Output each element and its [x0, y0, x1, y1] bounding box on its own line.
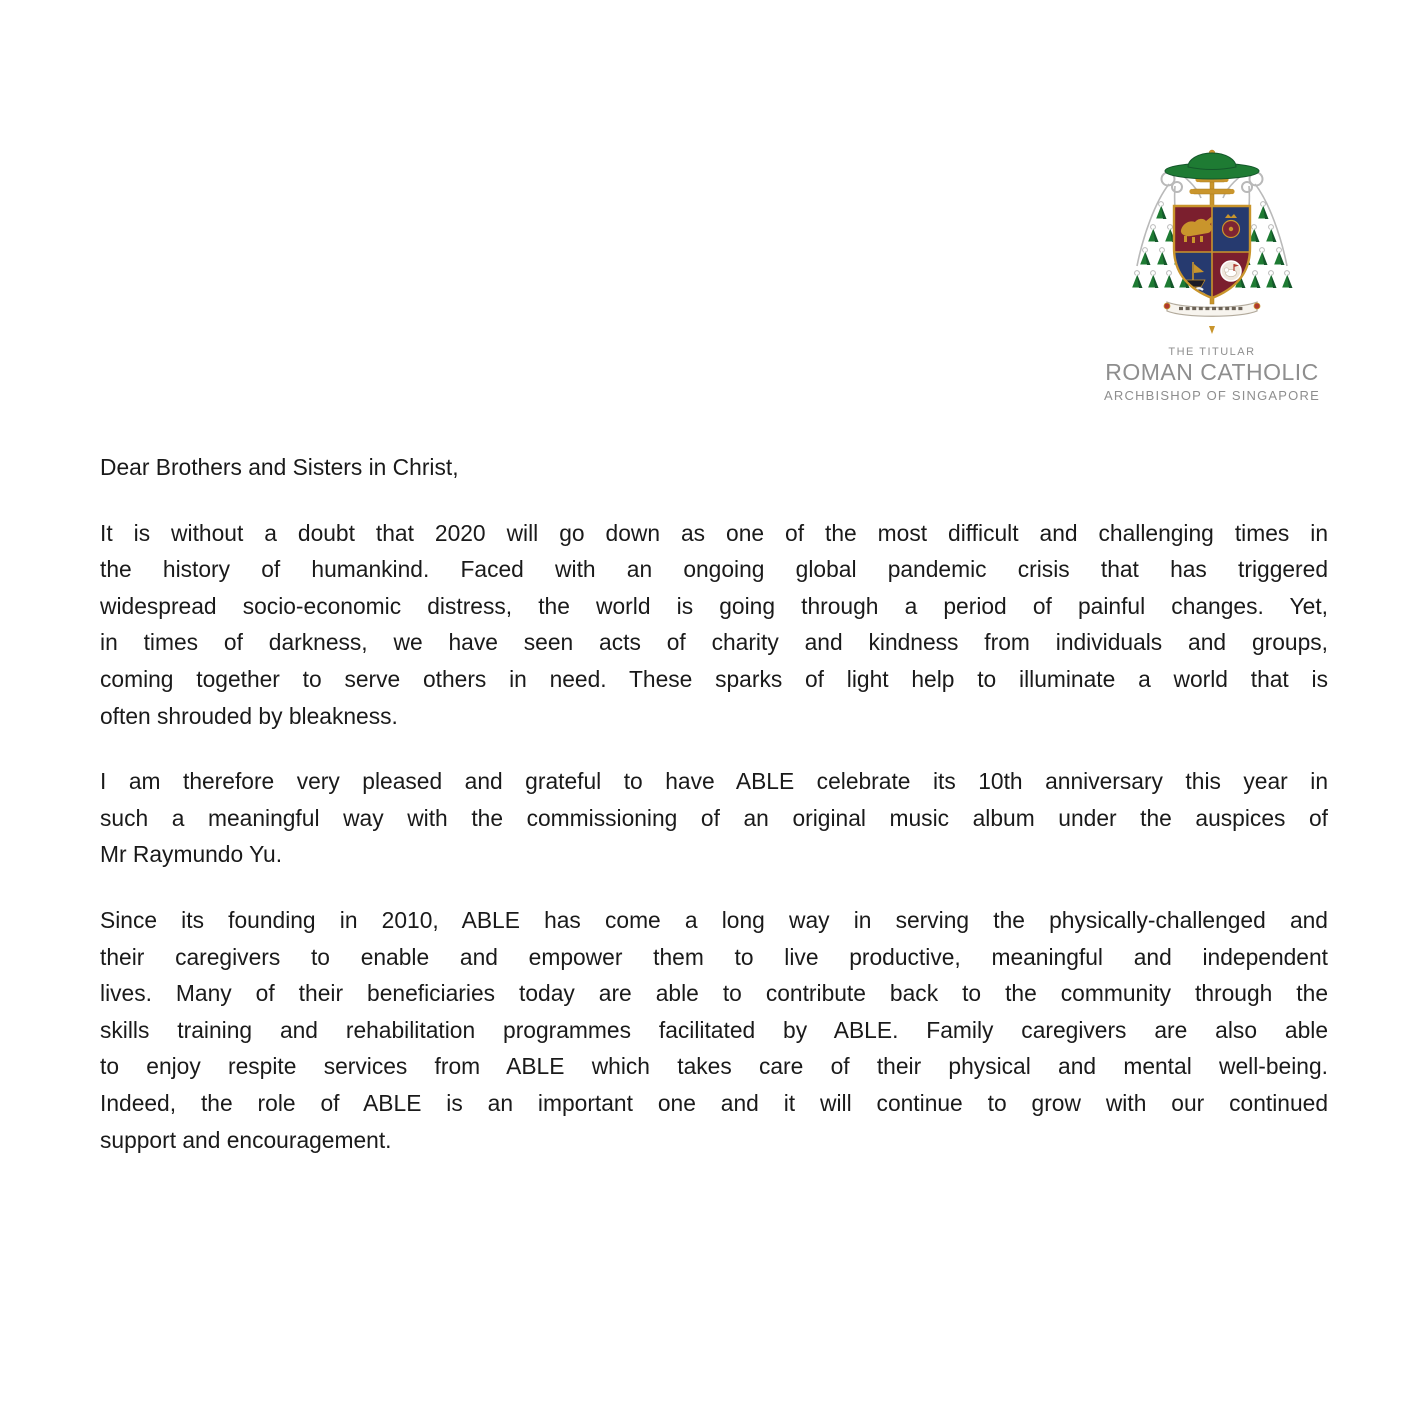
paragraph-line: their caregivers to enable and empower them to live productive, meaningful and independent: [100, 943, 1328, 970]
letter-body: [100, 449, 1328, 1187]
paragraph-line: often shrouded by bleakness.: [100, 702, 398, 729]
logo-caption-roman-catholic: ROMAN CATHOLIC: [1105, 359, 1319, 385]
logo-caption-archbishop: ARCHBISHOP OF SINGAPORE: [1104, 388, 1320, 403]
paragraph-line: support and encouragement.: [100, 1126, 392, 1153]
logo-caption-titular: THE TITULAR: [1168, 346, 1256, 358]
paragraph: [100, 902, 1328, 1158]
paragraph-line: widespread socio-economic distress, the world is going through a period of painful changes. Yet,: [100, 592, 1328, 619]
salutation: Dear Brothers and Sisters in Christ,: [100, 454, 459, 480]
archdiocese-logo: [1077, 140, 1347, 403]
paragraph-line: lives. Many of their beneficiaries today are able to contribute back to the community through the: [100, 980, 1328, 1007]
paragraph-line: such a meaningful way with the commissioning of an original music album under the auspices of: [100, 804, 1328, 831]
paragraph-line: to enjoy respite services from ABLE which takes care of their physical and mental well-being.: [100, 1053, 1328, 1080]
paragraph-line: Since its founding in 2010, ABLE has come a long way in serving the physically-challenged and: [100, 906, 1328, 933]
paragraph-line: Mr Raymundo Yu.: [100, 841, 283, 868]
paragraph-line: skills training and rehabilitation programmes facilitated by ABLE. Family caregivers are also able: [100, 1016, 1328, 1043]
coat-of-arms-icon: [1117, 140, 1307, 340]
paragraph: [100, 763, 1328, 873]
paragraph-line: coming together to serve others in need. These sparks of light help to illuminate a world that is: [100, 665, 1328, 692]
paragraph-line: I am therefore very pleased and grateful to have ABLE celebrate its 10th anniversary this year in: [100, 768, 1328, 795]
paragraph-line: in times of darkness, we have seen acts of charity and kindness from individuals and groups,: [100, 629, 1328, 656]
paragraph: [100, 515, 1328, 735]
paragraph-line: It is without a doubt that 2020 will go down as one of the most difficult and challenging times in: [100, 519, 1328, 546]
paragraph-line: Indeed, the role of ABLE is an important one and it will continue to grow with our continued: [100, 1089, 1328, 1116]
paragraph-line: the history of humankind. Faced with an ongoing global pandemic crisis that has triggered: [100, 556, 1328, 583]
